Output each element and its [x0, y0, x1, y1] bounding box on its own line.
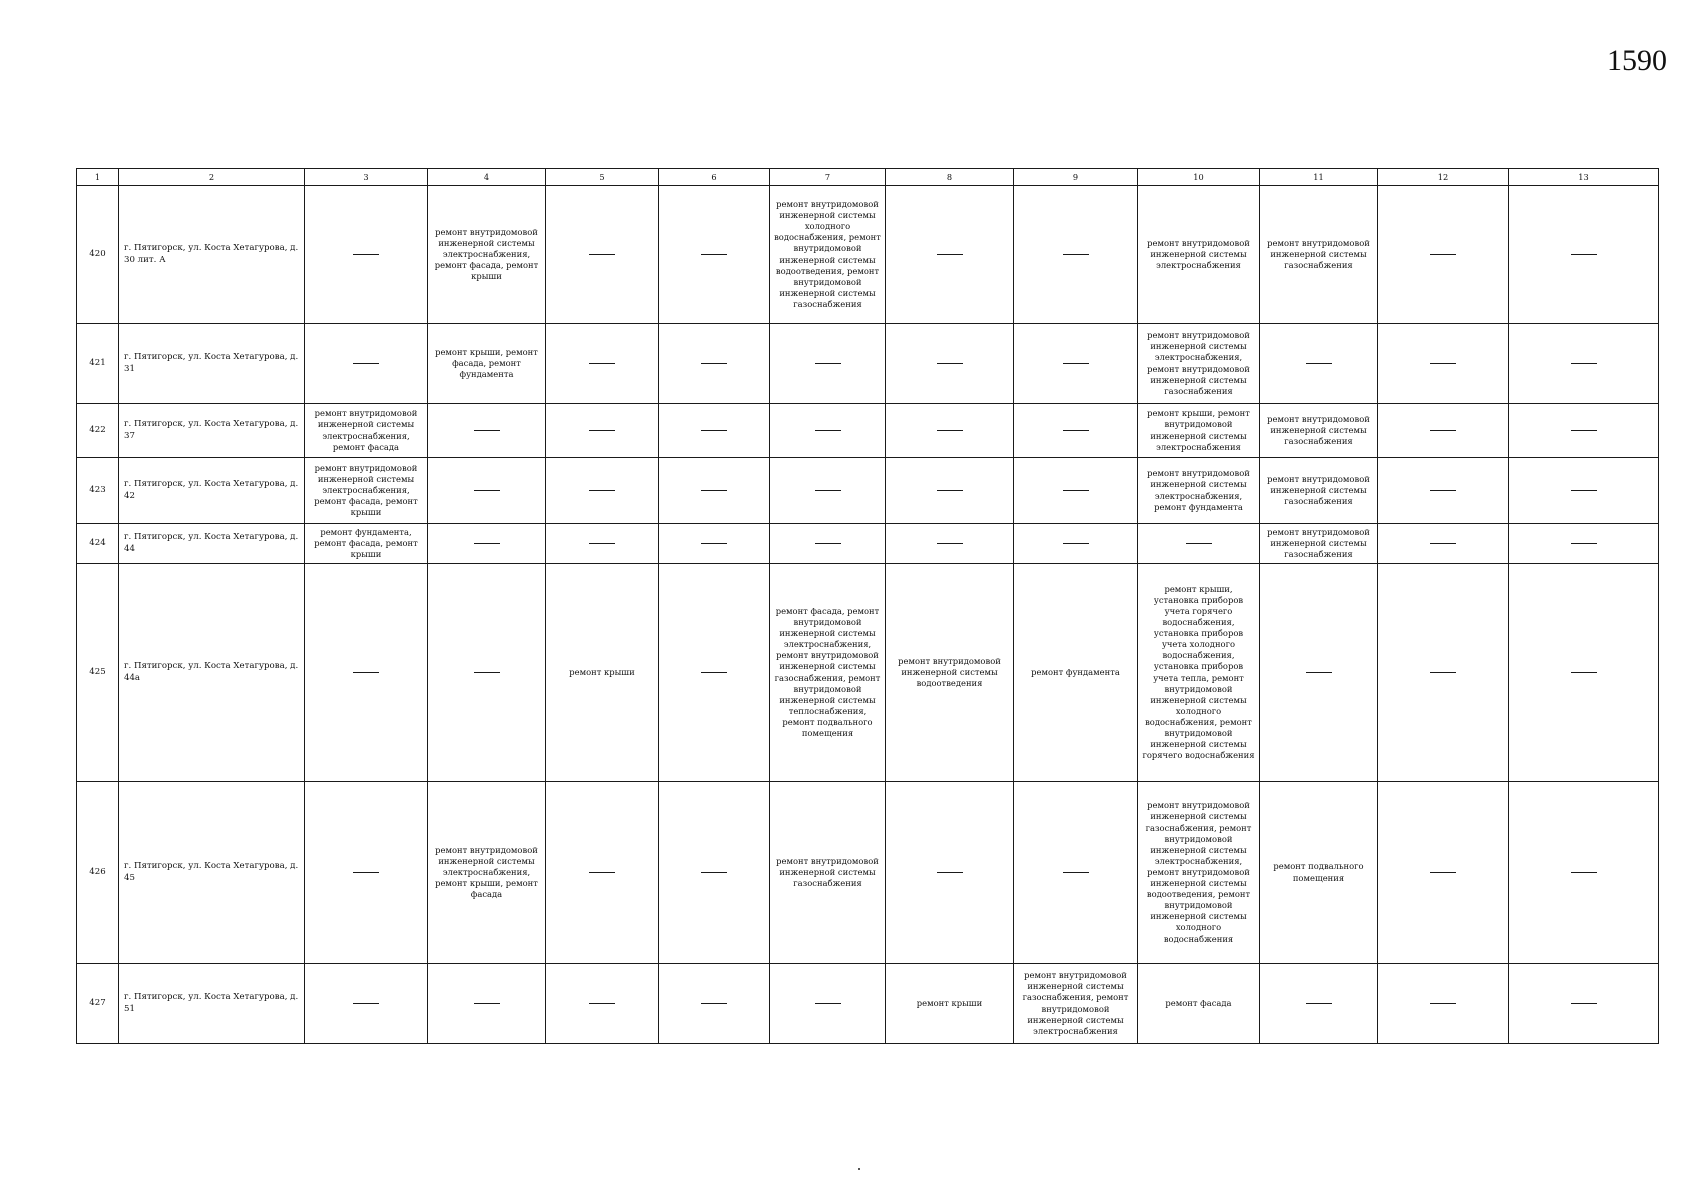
- dash-mark: [1430, 543, 1456, 544]
- empty-cell: [886, 458, 1014, 524]
- empty-cell: [1378, 404, 1509, 458]
- empty-cell: [428, 524, 546, 564]
- empty-cell: [1378, 458, 1509, 524]
- work-cell: ремонт крыши: [546, 564, 659, 782]
- empty-cell: [546, 524, 659, 564]
- empty-cell: [1509, 186, 1659, 324]
- empty-cell: [770, 458, 886, 524]
- empty-cell: [659, 782, 770, 964]
- work-cell: ремонт фундамента, ремонт фасада, ремонт крыши: [305, 524, 428, 564]
- work-cell: ремонт фундамента: [1014, 564, 1138, 782]
- empty-cell: [770, 404, 886, 458]
- dash-mark: [937, 254, 963, 255]
- table-row: [77, 964, 1659, 1044]
- work-cell: ремонт внутридомовой инженерной системы холодного водоснабжения, ремонт внутридомовой инженерной системы водоотведения, ремонт внутридомовой инженерной системы газоснабжения: [770, 186, 886, 324]
- work-cell: ремонт внутридомовой инженерной системы электроснабжения: [1138, 186, 1260, 324]
- work-cell: ремонт внутридомовой инженерной системы водоотведения: [886, 564, 1014, 782]
- empty-cell: [546, 324, 659, 404]
- dash-mark: [1571, 254, 1597, 255]
- empty-cell: [1509, 782, 1659, 964]
- column-number-11: 11: [1260, 169, 1378, 186]
- empty-cell: [1509, 524, 1659, 564]
- empty-cell: [428, 404, 546, 458]
- building-address: г. Пятигорск, ул. Коста Хетагурова, д. 30 лит. А: [119, 186, 305, 324]
- dash-mark: [589, 254, 615, 255]
- column-number-row: [77, 169, 1659, 186]
- dash-mark: [1571, 490, 1597, 491]
- empty-cell: [1014, 458, 1138, 524]
- dash-mark: [1430, 872, 1456, 873]
- empty-cell: [305, 324, 428, 404]
- work-cell: ремонт крыши, установка приборов учета горячего водоснабжения, установка приборов учета холодного водоснабжения, установка приборов учета тепла, ремонт внутридомовой инженерной системы холодного водоснабжения, ремонт внутридомовой инженерной системы горячего водоснабжения: [1138, 564, 1260, 782]
- empty-cell: [1014, 404, 1138, 458]
- building-address: г. Пятигорск, ул. Коста Хетагурова, д. 31: [119, 324, 305, 404]
- empty-cell: [886, 524, 1014, 564]
- empty-cell: [1014, 524, 1138, 564]
- work-cell: ремонт внутридомовой инженерной системы электроснабжения, ремонт фундамента: [1138, 458, 1260, 524]
- empty-cell: [1014, 782, 1138, 964]
- dash-mark: [1571, 430, 1597, 431]
- dash-mark: [1063, 430, 1089, 431]
- empty-cell: [428, 458, 546, 524]
- empty-cell: [659, 458, 770, 524]
- work-cell: ремонт подвального помещения: [1260, 782, 1378, 964]
- building-address: г. Пятигорск, ул. Коста Хетагурова, д. 44: [119, 524, 305, 564]
- dash-mark: [1430, 1003, 1456, 1004]
- table-row: [77, 564, 1659, 782]
- empty-cell: [1509, 458, 1659, 524]
- column-number-5: 5: [546, 169, 659, 186]
- dash-mark: [815, 490, 841, 491]
- dash-mark: [1430, 672, 1456, 673]
- column-number-6: 6: [659, 169, 770, 186]
- empty-cell: [1509, 324, 1659, 404]
- dash-mark: [353, 672, 379, 673]
- row-number: 424: [77, 524, 119, 564]
- work-cell: ремонт внутридомовой инженерной системы газоснабжения: [1260, 186, 1378, 324]
- work-cell: ремонт внутридомовой инженерной системы газоснабжения, ремонт внутридомовой инженерной системы электроснабжения: [1014, 964, 1138, 1044]
- row-number: 420: [77, 186, 119, 324]
- work-cell: ремонт внутридомовой инженерной системы электроснабжения, ремонт внутридомовой инженерной системы газоснабжения: [1138, 324, 1260, 404]
- dash-mark: [815, 543, 841, 544]
- empty-cell: [305, 782, 428, 964]
- empty-cell: [546, 186, 659, 324]
- empty-cell: [1260, 324, 1378, 404]
- empty-cell: [1509, 564, 1659, 782]
- empty-cell: [1509, 964, 1659, 1044]
- dash-mark: [474, 1003, 500, 1004]
- dash-mark: [589, 1003, 615, 1004]
- work-cell: ремонт внутридомовой инженерной системы газоснабжения: [1260, 458, 1378, 524]
- dash-mark: [353, 363, 379, 364]
- dash-mark: [1063, 254, 1089, 255]
- work-cell: ремонт крыши, ремонт фасада, ремонт фундамента: [428, 324, 546, 404]
- dash-mark: [1306, 363, 1332, 364]
- work-cell: ремонт внутридомовой инженерной системы электроснабжения, ремонт фасада, ремонт крыши: [305, 458, 428, 524]
- work-cell: ремонт внутридомовой инженерной системы электроснабжения, ремонт фасада: [305, 404, 428, 458]
- work-cell: ремонт внутридомовой инженерной системы газоснабжения: [770, 782, 886, 964]
- scan-speck: [858, 1168, 860, 1170]
- empty-cell: [305, 186, 428, 324]
- work-cell: ремонт внутридомовой инженерной системы газоснабжения: [1260, 524, 1378, 564]
- dash-mark: [701, 1003, 727, 1004]
- empty-cell: [546, 404, 659, 458]
- work-cell: ремонт внутридомовой инженерной системы газоснабжения: [1260, 404, 1378, 458]
- empty-cell: [1260, 964, 1378, 1044]
- dash-mark: [937, 430, 963, 431]
- work-cell: ремонт внутридомовой инженерной системы газоснабжения, ремонт внутридомовой инженерной системы электроснабжения, ремонт внутридомовой инженерной системы водоотведения, ремонт внутридомовой инженерной системы холодного водоснабжения: [1138, 782, 1260, 964]
- table-row: [77, 458, 1659, 524]
- empty-cell: [1014, 324, 1138, 404]
- empty-cell: [770, 324, 886, 404]
- empty-cell: [886, 186, 1014, 324]
- empty-cell: [659, 324, 770, 404]
- dash-mark: [815, 1003, 841, 1004]
- empty-cell: [1378, 964, 1509, 1044]
- row-number: 423: [77, 458, 119, 524]
- dash-mark: [353, 1003, 379, 1004]
- empty-cell: [1378, 524, 1509, 564]
- dash-mark: [1063, 872, 1089, 873]
- dash-mark: [701, 672, 727, 673]
- table-row: [77, 782, 1659, 964]
- dash-mark: [1306, 672, 1332, 673]
- work-cell: ремонт внутридомовой инженерной системы электроснабжения, ремонт крыши, ремонт фасада: [428, 782, 546, 964]
- dash-mark: [1430, 363, 1456, 364]
- dash-mark: [1063, 490, 1089, 491]
- dash-mark: [589, 363, 615, 364]
- dash-mark: [701, 543, 727, 544]
- page-number: 1590: [1607, 44, 1667, 77]
- dash-mark: [353, 872, 379, 873]
- dash-mark: [701, 363, 727, 364]
- empty-cell: [546, 458, 659, 524]
- table-row: [77, 186, 1659, 324]
- column-number-1: 1: [77, 169, 119, 186]
- dash-mark: [815, 363, 841, 364]
- empty-cell: [659, 404, 770, 458]
- empty-cell: [305, 964, 428, 1044]
- dash-mark: [1063, 543, 1089, 544]
- empty-cell: [770, 964, 886, 1044]
- table-row: [77, 404, 1659, 458]
- column-number-10: 10: [1138, 169, 1260, 186]
- empty-cell: [1509, 404, 1659, 458]
- column-number-9: 9: [1014, 169, 1138, 186]
- dash-mark: [1571, 872, 1597, 873]
- building-address: г. Пятигорск, ул. Коста Хетагурова, д. 45: [119, 782, 305, 964]
- work-cell: ремонт внутридомовой инженерной системы электроснабжения, ремонт фасада, ремонт крыши: [428, 186, 546, 324]
- column-number-4: 4: [428, 169, 546, 186]
- empty-cell: [770, 524, 886, 564]
- dash-mark: [1571, 363, 1597, 364]
- work-cell: ремонт крыши, ремонт внутридомовой инженерной системы электроснабжения: [1138, 404, 1260, 458]
- empty-cell: [546, 782, 659, 964]
- building-address: г. Пятигорск, ул. Коста Хетагурова, д. 51: [119, 964, 305, 1044]
- dash-mark: [701, 872, 727, 873]
- work-cell: ремонт крыши: [886, 964, 1014, 1044]
- row-number: 425: [77, 564, 119, 782]
- dash-mark: [1430, 254, 1456, 255]
- building-address: г. Пятигорск, ул. Коста Хетагурова, д. 37: [119, 404, 305, 458]
- empty-cell: [1378, 324, 1509, 404]
- column-number-12: 12: [1378, 169, 1509, 186]
- dash-mark: [937, 543, 963, 544]
- dash-mark: [701, 254, 727, 255]
- dash-mark: [1306, 1003, 1332, 1004]
- dash-mark: [1571, 543, 1597, 544]
- dash-mark: [1571, 1003, 1597, 1004]
- dash-mark: [1430, 490, 1456, 491]
- empty-cell: [1014, 186, 1138, 324]
- dash-mark: [589, 490, 615, 491]
- empty-cell: [886, 404, 1014, 458]
- building-address: г. Пятигорск, ул. Коста Хетагурова, д. 42: [119, 458, 305, 524]
- dash-mark: [1186, 543, 1212, 544]
- dash-mark: [701, 430, 727, 431]
- column-number-2: 2: [119, 169, 305, 186]
- column-number-7: 7: [770, 169, 886, 186]
- empty-cell: [546, 964, 659, 1044]
- dash-mark: [937, 363, 963, 364]
- empty-cell: [1378, 782, 1509, 964]
- empty-cell: [1260, 564, 1378, 782]
- dash-mark: [1063, 363, 1089, 364]
- dash-mark: [1571, 672, 1597, 673]
- row-number: 421: [77, 324, 119, 404]
- dash-mark: [815, 430, 841, 431]
- empty-cell: [428, 964, 546, 1044]
- table-row: [77, 324, 1659, 404]
- empty-cell: [886, 782, 1014, 964]
- column-number-8: 8: [886, 169, 1014, 186]
- dash-mark: [1430, 430, 1456, 431]
- dash-mark: [474, 490, 500, 491]
- row-number: 427: [77, 964, 119, 1044]
- dash-mark: [474, 543, 500, 544]
- empty-cell: [1378, 564, 1509, 782]
- building-address: г. Пятигорск, ул. Коста Хетагурова, д. 44а: [119, 564, 305, 782]
- dash-mark: [353, 254, 379, 255]
- empty-cell: [305, 564, 428, 782]
- empty-cell: [886, 324, 1014, 404]
- dash-mark: [474, 672, 500, 673]
- work-cell: ремонт фасада: [1138, 964, 1260, 1044]
- column-number-13: 13: [1509, 169, 1659, 186]
- column-number-3: 3: [305, 169, 428, 186]
- empty-cell: [659, 564, 770, 782]
- dash-mark: [937, 872, 963, 873]
- empty-cell: [1378, 186, 1509, 324]
- row-number: 422: [77, 404, 119, 458]
- table-row: [77, 524, 1659, 564]
- dash-mark: [589, 430, 615, 431]
- empty-cell: [659, 524, 770, 564]
- table-body: [77, 186, 1659, 1044]
- dash-mark: [474, 430, 500, 431]
- row-number: 426: [77, 782, 119, 964]
- empty-cell: [659, 964, 770, 1044]
- empty-cell: [659, 186, 770, 324]
- dash-mark: [701, 490, 727, 491]
- dash-mark: [589, 543, 615, 544]
- empty-cell: [1138, 524, 1260, 564]
- work-cell: ремонт фасада, ремонт внутридомовой инженерной системы электроснабжения, ремонт внутридомовой инженерной системы газоснабжения, ремонт внутридомовой инженерной системы теплоснабжения, ремонт подвального помещения: [770, 564, 886, 782]
- dash-mark: [589, 872, 615, 873]
- dash-mark: [937, 490, 963, 491]
- repair-schedule-table: [76, 168, 1659, 1044]
- empty-cell: [428, 564, 546, 782]
